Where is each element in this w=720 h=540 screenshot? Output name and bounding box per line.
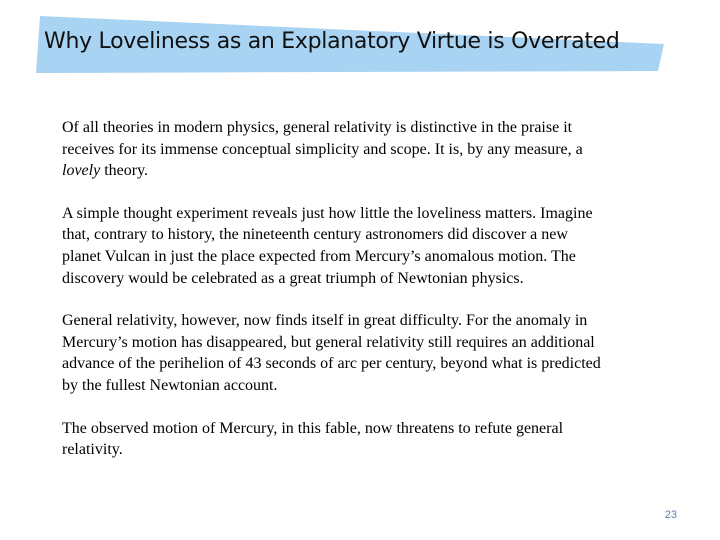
slide-title: Why Loveliness as an Explanatory Virtue is Overrated [44,29,620,54]
paragraph-4: The observed motion of Mercury, in this fable, now threatens to refute general relativity. [62,419,564,459]
paragraph-1 [62,117,602,182]
paragraph-2: A simple thought experiment reveals just how little the loveliness matters. Imagine that, contrary to history, the nineteenth century astronomers did discover a new planet Vulcan in just the place expected from Mercury’s anomalous motion. The discovery would be celebrated as a great triumph of Newtonian physics. [62,204,593,287]
paragraph-3: General relativity, however, now finds itself in great difficulty. For the anomaly in Mercury’s motion has disappeared, but general relativity still requires an additional advance of the perihelion of 43 seconds of arc per century, beyond what is predicted by the fullest Newtonian account. [62,312,601,394]
page-number: 23 [664,509,677,521]
emphasis-lovely: lovely [62,162,101,180]
paragraph-1-text-start: Of all theories in modern physics, general relativity is distinctive in the praise it receives for its immense conceptual simplicity and scope. It is, by any measure, a [62,119,583,158]
paragraph-1-text-end: theory. [100,162,149,180]
title-banner [36,16,666,74]
slide-body [62,117,602,461]
